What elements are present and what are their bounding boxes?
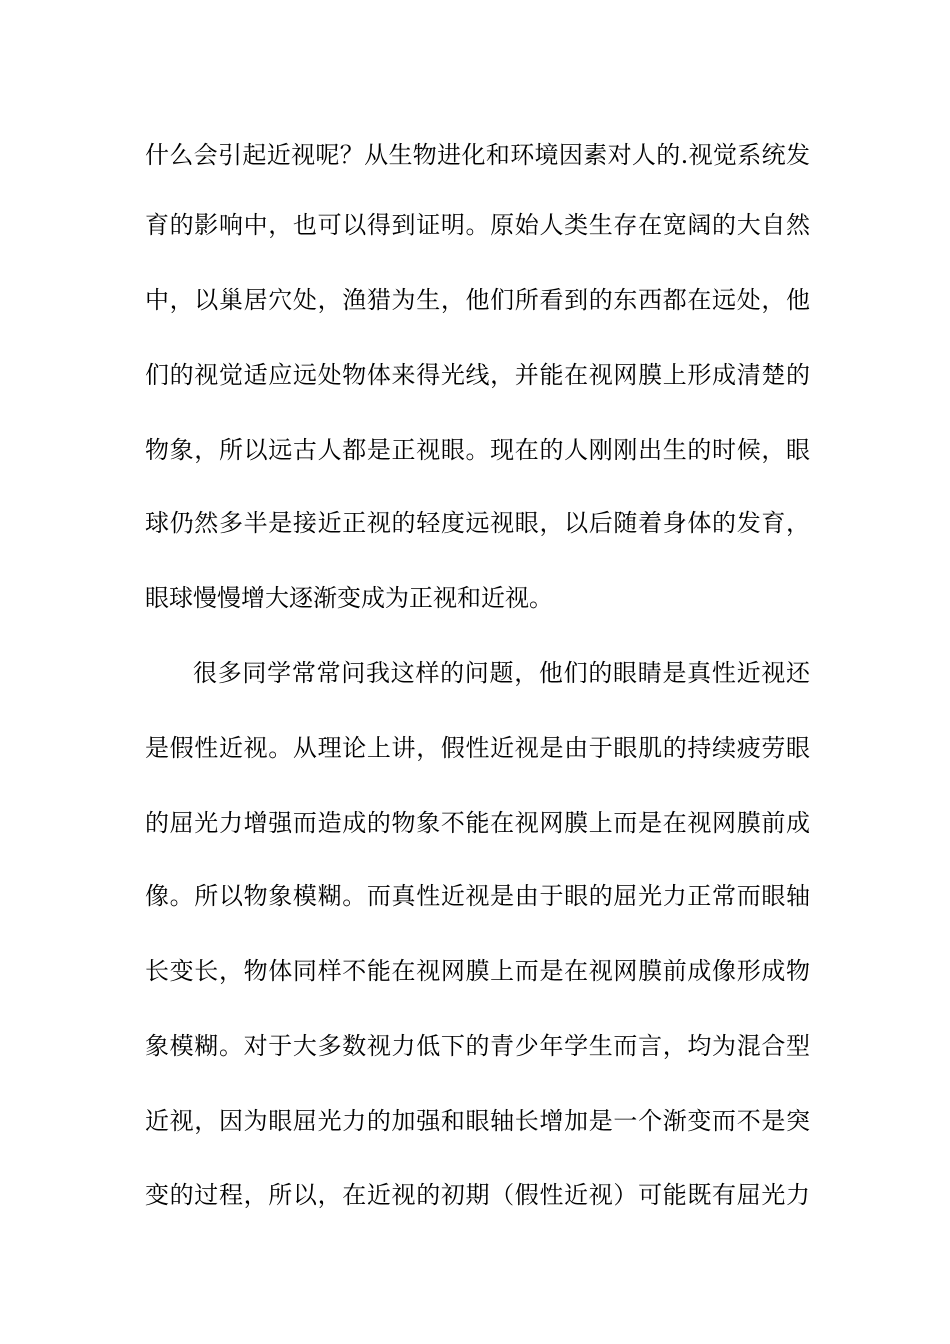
paragraph-2-line-2: 是假性近视。从理论上讲，假性近视是由于眼肌的持续疲劳眼 xyxy=(145,734,810,762)
paragraph-2-line-8: 变的过程，所以，在近视的初期（假性近视）可能既有屈光力 xyxy=(145,1181,810,1209)
paragraph-1-line-2: 育的影响中，也可以得到证明。原始人类生存在宽阔的大自然 xyxy=(145,211,810,239)
paragraph-2-line-4: 像。所以物象模糊。而真性近视是由于眼的屈光力正常而眼轴 xyxy=(145,882,810,910)
paragraph-1-line-7: 眼球慢慢增大逐渐变成为正视和近视。 xyxy=(145,584,553,612)
paragraph-2-line-5: 长变长，物体同样不能在视网膜上而是在视网膜前成像形成物 xyxy=(145,957,810,985)
paragraph-1-line-3: 中，以巢居穴处，渔猎为生，他们所看到的东西都在远处，他 xyxy=(145,286,810,314)
paragraph-1-line-6: 球仍然多半是接近正视的轻度远视眼，以后随着身体的发育， xyxy=(145,509,810,537)
paragraph-1-line-4: 们的视觉适应远处物体来得光线，并能在视网膜上形成清楚的 xyxy=(145,361,810,389)
paragraph-1-line-5: 物象，所以远古人都是正视眼。现在的人刚刚出生的时候，眼 xyxy=(145,436,810,464)
paragraph-1-line-1: 什么会引起近视呢？从生物进化和环境因素对人的.视觉系统发 xyxy=(145,141,810,169)
paragraph-2-line-6: 象模糊。对于大多数视力低下的青少年学生而言，均为混合型 xyxy=(145,1032,810,1060)
paragraph-2-line-7: 近视，因为眼屈光力的加强和眼轴长增加是一个渐变而不是突 xyxy=(145,1107,810,1135)
paragraph-2-line-3: 的屈光力增强而造成的物象不能在视网膜上而是在视网膜前成 xyxy=(145,809,810,837)
paragraph-2-line-1: 很多同学常常问我这样的问题，他们的眼睛是真性近视还 xyxy=(193,659,810,687)
